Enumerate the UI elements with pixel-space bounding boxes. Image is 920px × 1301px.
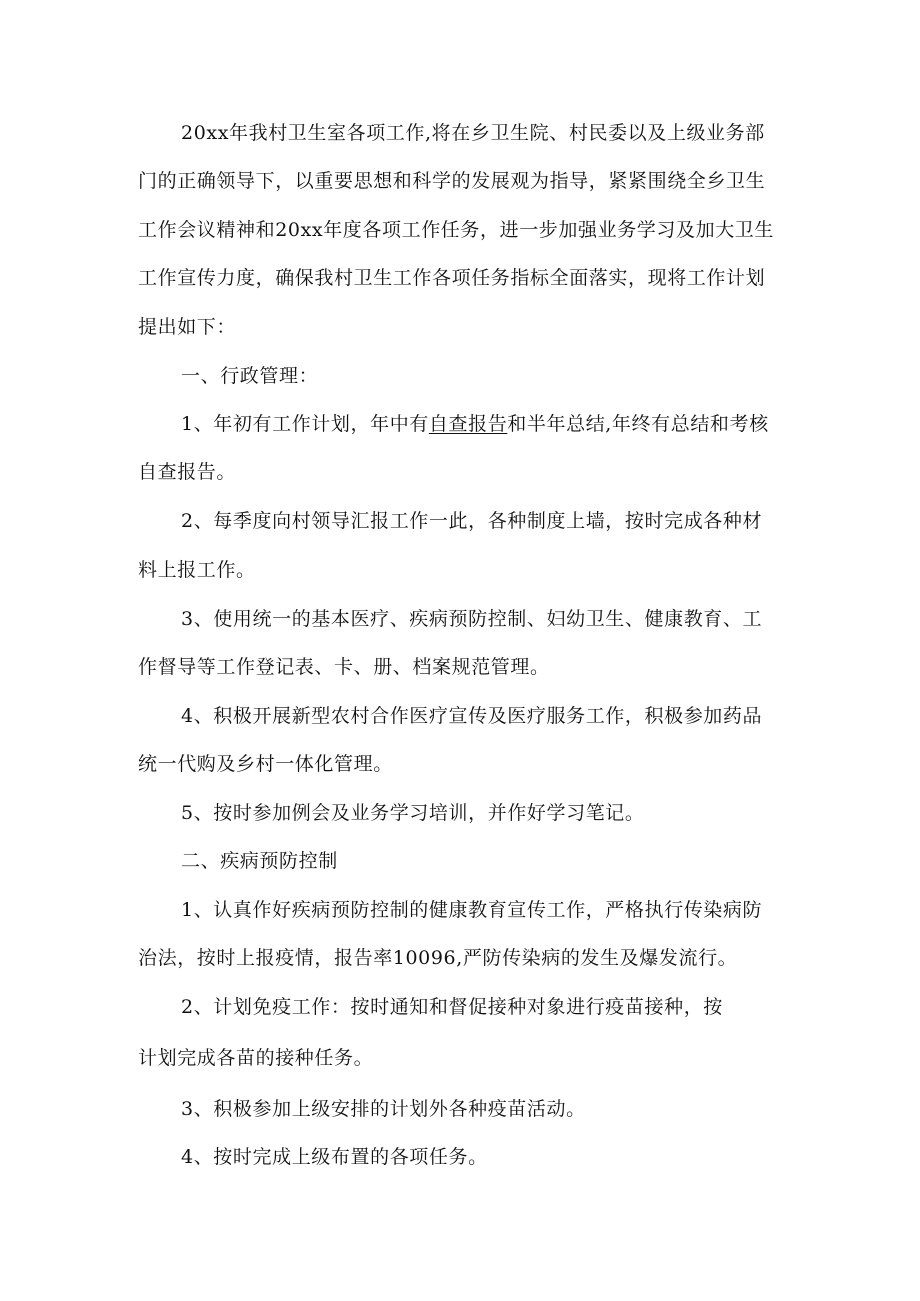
intro-line-3: 工作会议精神和20xx年度各项工作任务，进一步加强业务学习及加大卫生 <box>138 219 775 241</box>
section1-item4-line2: 统一代购及乡村一体化管理。 <box>138 753 393 775</box>
item1-text-b: 和半年总结,年终有总结和考核 <box>507 413 769 435</box>
section2-item4-line1: 4、按时完成上级布置的各项任务。 <box>181 1146 488 1168</box>
section1-item3-line2: 作督导等工作登记表、卡、册、档案规范管理。 <box>138 656 550 678</box>
section2-item1-line1: 1、认真作好疾病预防控制的健康教育宣传工作，严格执行传染病防 <box>181 899 763 921</box>
intro-line-5: 提出如下： <box>138 316 237 338</box>
self-check-report-link[interactable]: 自查报告 <box>428 413 508 435</box>
section1-heading: 一、行政管理： <box>181 365 319 387</box>
section1-item2-line1: 2、每季度向村领导汇报工作一此，各种制度上墙，按时完成各种材 <box>181 510 763 532</box>
intro-line-4: 工作宣传力度，确保我村卫生工作各项任务指标全面落实，现将工作计划 <box>138 267 766 289</box>
section2-item2-line1: 2、计划免疫工作：按时通知和督促接种对象进行疫苗接种，按 <box>181 996 723 1018</box>
item1-text-a: 1、年初有工作计划，年中有 <box>181 413 429 435</box>
section1-item1-line1 <box>181 412 769 436</box>
section1-item1-line2: 自查报告。 <box>138 461 237 483</box>
section1-item3-line1: 3、使用统一的基本医疗、疾病预防控制、妇幼卫生、健康教育、工 <box>181 608 763 630</box>
section2-item1-line2: 治法，按时上报疫情，报告率10096,严防传染病的发生及爆发流行。 <box>138 947 738 969</box>
intro-line-2: 门的正确领导下，以重要思想和科学的发展观为指导，紧紧围绕全乡卫生 <box>138 170 766 192</box>
section1-item5-line1: 5、按时参加例会及业务学习培训，并作好学习笔记。 <box>181 802 645 824</box>
section1-item4-line1: 4、积极开展新型农村合作医疗宣传及医疗服务工作，积极参加药品 <box>181 705 763 727</box>
section2-item2-line2: 计划完成各苗的接种任务。 <box>138 1047 374 1069</box>
section2-heading: 二、疾病预防控制 <box>181 850 338 872</box>
intro-line-1: 20xx年我村卫生室各项工作,将在乡卫生院、村民委以及上级业务部 <box>181 122 765 144</box>
section1-item2-line2: 料上报工作。 <box>138 559 256 581</box>
section2-item3-line1: 3、积极参加上级安排的计划外各种疫苗活动。 <box>181 1098 586 1120</box>
